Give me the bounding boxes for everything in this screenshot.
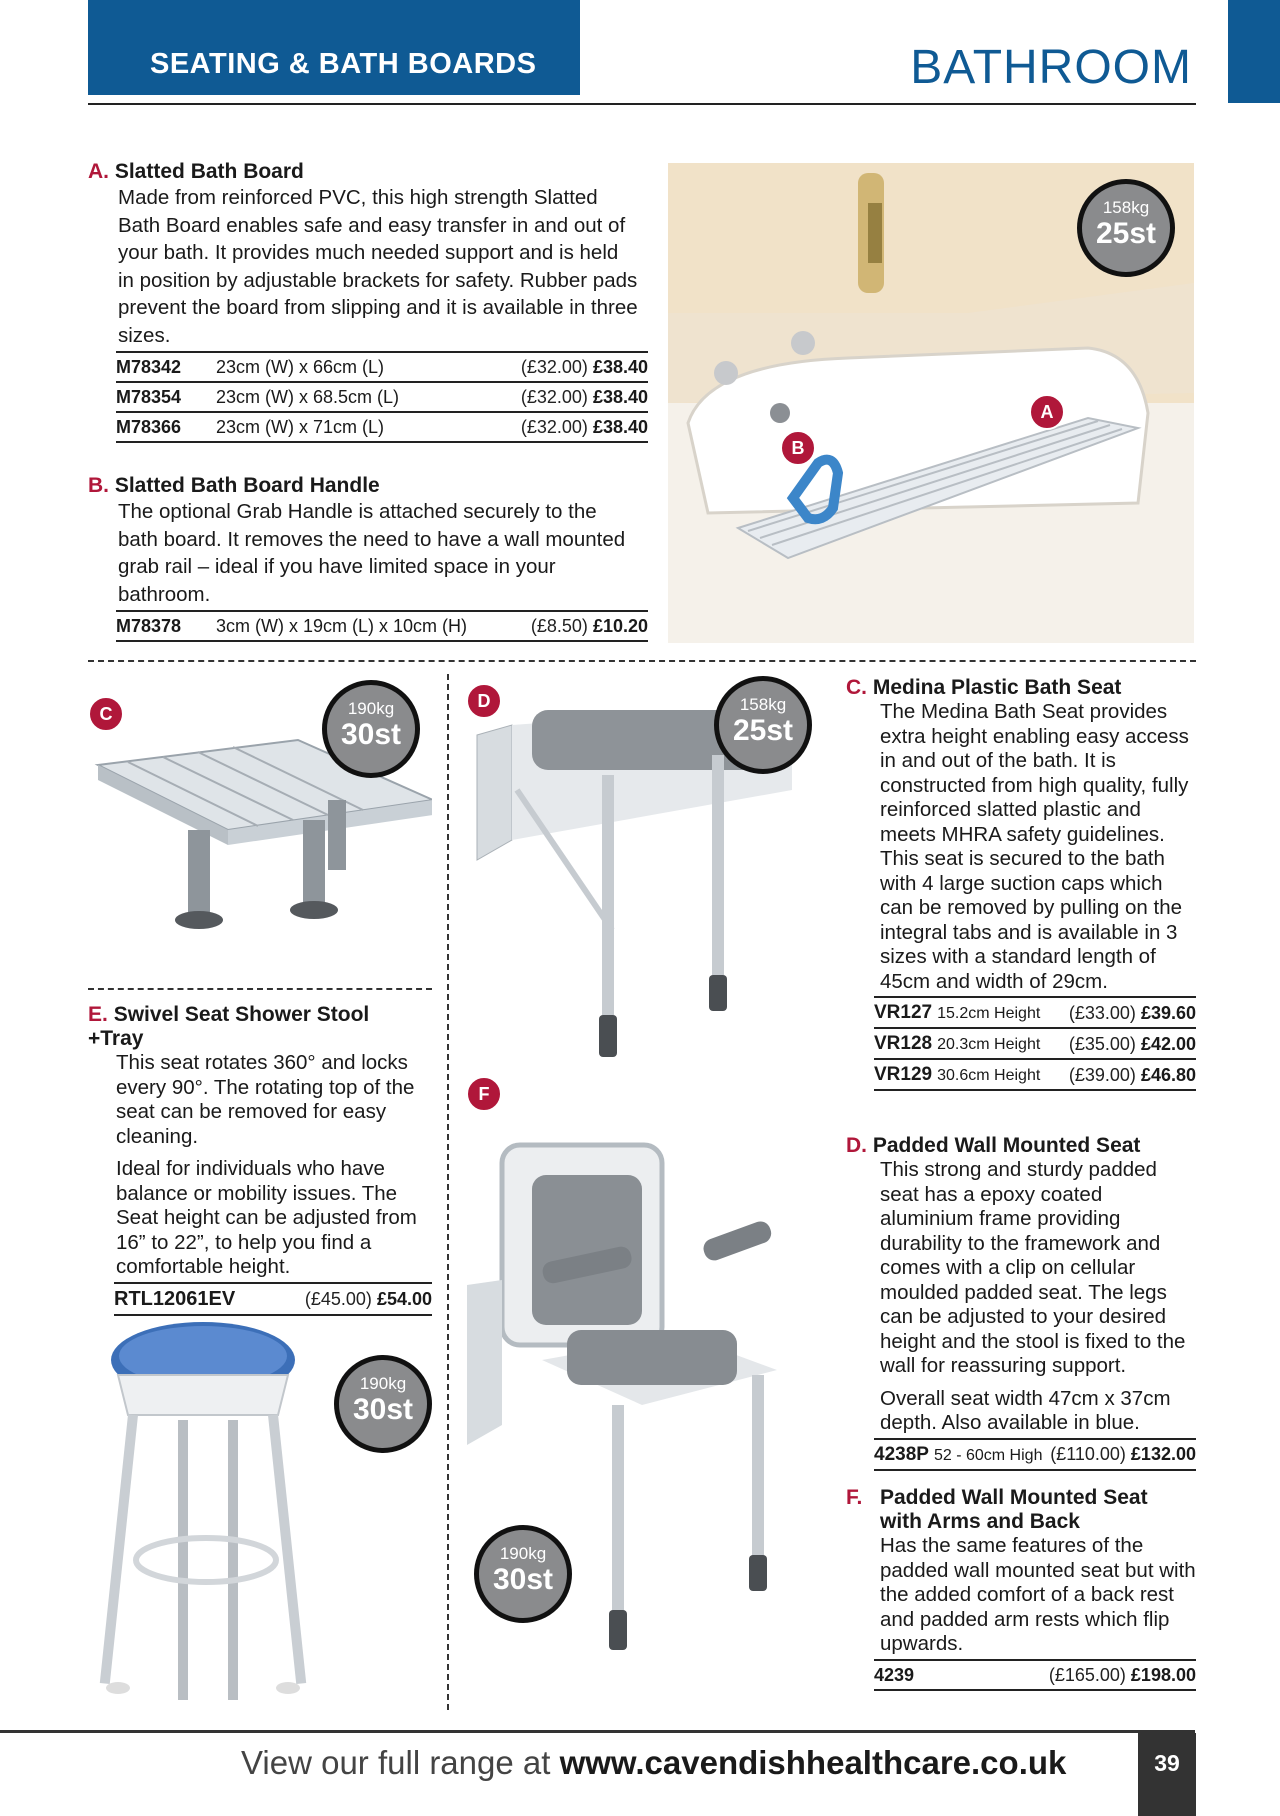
marker-b: B (780, 430, 816, 466)
product-a-title: Slatted Bath Board (114, 160, 304, 183)
table-row: VR128 20.3cm Height (£35.00) £42.00 (874, 1028, 1196, 1059)
product-b (88, 474, 648, 642)
product-f-title: Padded Wall Mounted Seat with Arms and Back (880, 1486, 1148, 1533)
table-row: M78366 23cm (W) x 71cm (L) (£32.00) £38.40 (116, 412, 648, 442)
weight-badge-c: 190kg 30st (322, 680, 420, 778)
wall-seat-arms-photo (462, 1115, 832, 1715)
product-b-letter: B. (88, 474, 109, 497)
table-row: M78354 23cm (W) x 68.5cm (L) (£32.00) £38.40 (116, 382, 648, 412)
product-d-description-2: Overall seat width 47cm x 37cm depth. Also available in blue. (880, 1386, 1171, 1434)
product-e-title: Swivel Seat Shower Stool +Tray (88, 1003, 370, 1050)
table-row: VR127 15.2cm Height (£33.00) £39.60 (874, 997, 1196, 1028)
product-a-description: Made from reinforced PVC, this high strength Slatted Bath Board enables safe and easy transfer in and out of your bath. It provides much needed support and is held in position by adjustable brackets for safety. Rubber pads prevent the board from slipping and it is available in three sizes. (118, 186, 638, 347)
footer-url-link[interactable]: www.cavendishhealthcare.co.uk (559, 1744, 1067, 1781)
product-e-description-2: Ideal for individuals who have balance or mobility issues. The Seat height can be adjusted from 16” to 22”, to help you find a comfortable height. (116, 1157, 417, 1278)
product-f-price-table (874, 1659, 1196, 1691)
product-e-price-table (114, 1282, 432, 1316)
table-row: M78378 3cm (W) x 19cm (L) x 10cm (H) (£8.50) £10.20 (116, 611, 648, 641)
marker-f: F (466, 1076, 502, 1112)
product-d-description: This strong and sturdy padded seat has a epoxy coated aluminium frame providing durability to the framework and comes with a clip on cellular moulded padded seat. The legs can be adjusted to your desired height and the stool is fixed to the wall for reassuring support. (880, 1158, 1186, 1377)
product-c-price-table (874, 996, 1196, 1091)
product-e-letter: E. (88, 1003, 108, 1026)
wall-seat-arms-illustration (462, 1115, 832, 1715)
table-row: RTL12061EV (£45.00) £54.00 (114, 1283, 432, 1315)
table-row: VR129 30.6cm Height (£39.00) £46.80 (874, 1059, 1196, 1090)
product-b-price-table (116, 610, 648, 642)
footer-divider (0, 1730, 1195, 1733)
footer-text (241, 1744, 1066, 1782)
product-d-price-table (874, 1438, 1196, 1471)
product-c-description: The Medina Bath Seat provides extra height enabling easy access in and out of the bath. It is constructed from high quality, fully reinforced slatted plastic and meets MHRA safety guidelines. This seat is secured to the bath with 4 large suction caps which can be removed by pulling on the integral tabs and is available in 3 sizes with a standard length of 45cm and width of 29cm. (880, 700, 1189, 993)
product-f-description: Has the same features of the padded wall mounted seat but with the added comfort of a back rest and padded arm rests which flip upwards. (880, 1534, 1196, 1655)
product-c (846, 676, 1196, 1091)
header-divider (88, 103, 1196, 105)
column-divider (447, 674, 449, 1710)
footer-prefix: View our full range at (241, 1744, 560, 1781)
section-divider (88, 660, 1196, 662)
table-row: 4238P 52 - 60cm High (£110.00) £132.00 (874, 1439, 1196, 1470)
product-e-description: This seat rotates 360° and locks every 90°. The rotating top of the seat can be removed for easy cleaning. (116, 1051, 415, 1148)
product-d (846, 1134, 1196, 1471)
product-f-letter: F. (846, 1486, 863, 1509)
category-title: BATHROOM (910, 41, 1192, 94)
product-a (88, 160, 648, 443)
marker-d: D (466, 683, 502, 719)
category-tab (1228, 0, 1280, 103)
weight-badge-d: 158kg 25st (714, 676, 812, 774)
weight-badge-f: 190kg 30st (474, 1525, 572, 1623)
marker-a: A (1029, 394, 1065, 430)
weight-badge-a: 158kg 25st (1077, 179, 1175, 277)
marker-c: C (88, 696, 124, 732)
weight-badge-e: 190kg 30st (334, 1355, 432, 1453)
product-d-letter: D. (846, 1134, 867, 1157)
product-a-price-table (116, 351, 648, 443)
product-e (88, 1003, 432, 1316)
product-a-letter: A. (88, 160, 109, 183)
page-number: 39 (1138, 1733, 1196, 1816)
table-row: M78342 23cm (W) x 66cm (L) (£32.00) £38.40 (116, 352, 648, 382)
section-header (88, 0, 580, 95)
table-row: 4239 (£165.00) £198.00 (874, 1660, 1196, 1690)
product-b-description: The optional Grab Handle is attached securely to the bath board. It removes the need to have a wall mounted grab rail – ideal if you have limited space in your bathroom. (118, 500, 626, 606)
product-d-title: Padded Wall Mounted Seat (872, 1134, 1141, 1157)
product-f (846, 1486, 1196, 1691)
product-b-title: Slatted Bath Board Handle (114, 474, 380, 497)
product-c-title: Medina Plastic Bath Seat (872, 676, 1122, 699)
product-c-letter: C. (846, 676, 867, 699)
section-title: SEATING & BATH BOARDS (150, 48, 537, 80)
column-divider-horizontal (88, 988, 432, 990)
